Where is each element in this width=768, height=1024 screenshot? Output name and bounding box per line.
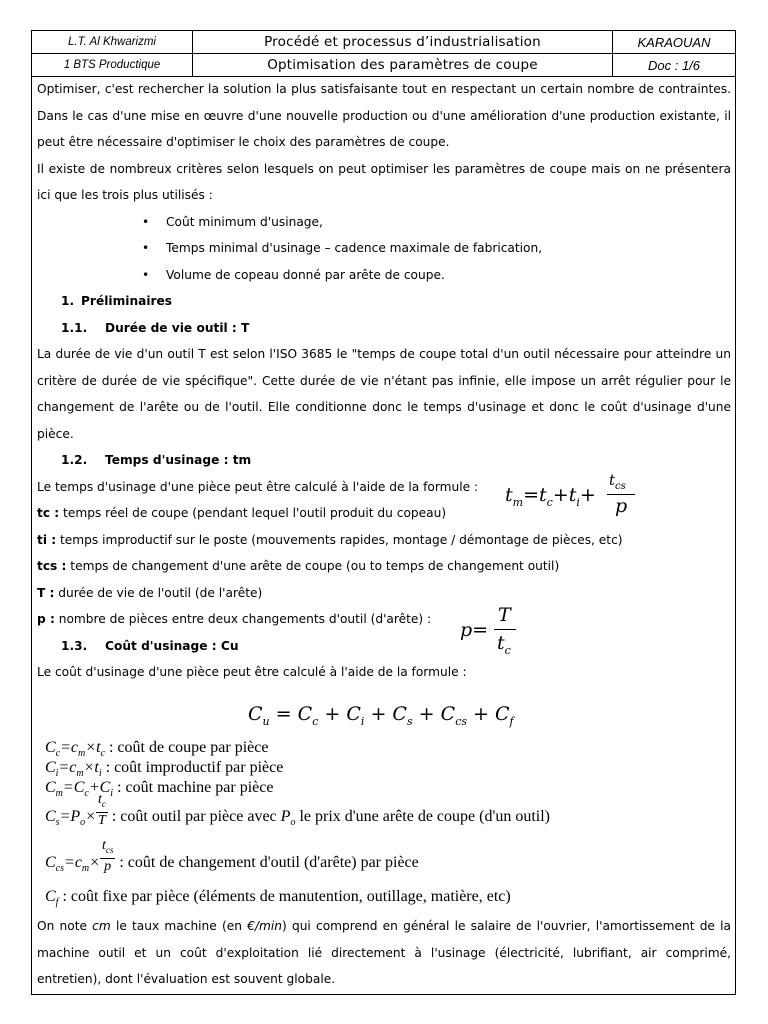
formula-cf: $C_f$ : coût fixe par pièce (éléments de manutention, outillage, matière, etc) (45, 888, 511, 909)
formula-ccs: $C_{cs}=c_m\times$ $\frac{t_{cs}}{p}$ : coût de changement d'outil (d'arête) par pièce (45, 838, 419, 875)
section-heading-1-3: 1.3. Coût d'usinage : Cu (61, 638, 239, 653)
intro-paragraph-2: Il existe de nombreux critères selon lesquels on peut optimiser les paramètres de coupe mais on ne présentera ici que les trois plus utilisés : (37, 161, 731, 202)
header-table (31, 30, 736, 77)
doc-number: Doc : 1/6 (613, 54, 736, 77)
formula-ci: $C_i=c_m\times t_i$ : coût improductif par pièce (45, 759, 284, 780)
def-tcs: tcs : temps de changement d'une arête de coupe (ou to temps de changement outil) (37, 559, 560, 573)
tool-life-paragraph: La durée de vie d'un outil T est selon l'ISO 3685 le "temps de coupe total d'un outil nécessaire pour atteindre un critère de durée de vie spécifique". Cette durée de vie n'étant pas infinie, elle impose un arrêt régulier pour le changement de l'arête ou de l'outil. Elle conditionne donc le temps d'usinage et donc le coût d'usinage d'une pièce. (37, 347, 731, 441)
list-item: • Volume de copeau donné par arête de coupe. (142, 267, 445, 282)
section-heading-1: 1. Préliminaires (61, 294, 173, 308)
formula-cs: $C_s=P_o\times$ $\frac{t_c}{T}$ : coût outil par pièce avec $P_o$ le prix d'une arête de coupe (d'un outil) (45, 792, 550, 829)
def-tc: tc : temps réel de coupe (pendant lequel l'outil produit du copeau) (37, 506, 447, 520)
list-item: • Coût minimum d'usinage, (142, 214, 323, 229)
intro-paragraph-1: Optimiser, c'est rechercher la solution la plus satisfaisante tout en respectant un certain nombre de contraintes. Dans le cas d'une mise en œuvre d'une nouvelle production ou d'une amélioration d'une production existante, il peut être nécessaire d'optimiser le choix des paramètres de coupe. (37, 82, 731, 149)
machine-rate-note: On note cm le taux machine (en €/min) qui comprend en général le salaire de l'ouvrier, l'amortissement de la machine outil et un coût d'exploitation lié directement à l'usinage (électricité, lubrifiant, air comprimé, entretien), dont l'évaluation est souvent globale. (37, 919, 731, 986)
cost-intro: Le coût d'usinage d'une pièce peut être calculé à l'aide de la formule : (37, 665, 467, 679)
school-name: L.T. Al Khwarizmi (32, 31, 193, 54)
formula-cu: $C_u = C_c + C_i + C_s + C_{cs} + C_f$ (248, 703, 514, 728)
machining-time-intro: Le temps d'usinage d'une pièce peut être calculé à l'aide de la formule : (37, 479, 479, 494)
document-body (37, 76, 731, 686)
list-item: • Temps minimal d'usinage – cadence maximale de fabrication, (142, 241, 543, 255)
doc-title: Optimisation des paramètres de coupe (193, 54, 613, 77)
formula-cc: $C_c=c_m\times t_c$ : coût de coupe par pièce (45, 739, 269, 760)
def-ti: ti : temps improductif sur le poste (mouvements rapides, montage / démontage de pièces, etc) (37, 532, 623, 547)
author-name: KARAOUAN (613, 31, 736, 54)
class-name: 1 BTS Productique (32, 54, 193, 77)
section-heading-1-1: 1.1. Durée de vie outil : T (61, 320, 250, 335)
def-p: p : nombre de pièces entre deux changements d'outil (d'arête) : (37, 612, 432, 626)
course-title: Procédé et processus d’industrialisation (193, 31, 613, 54)
formula-cm: $C_m=C_c+C_i$ : coût machine par pièce (45, 779, 274, 800)
criteria-list (37, 209, 731, 289)
section-heading-1-2: 1.2. Temps d'usinage : tm (61, 453, 252, 467)
def-T: T : durée de vie de l'outil (de l'arête) (37, 585, 263, 600)
